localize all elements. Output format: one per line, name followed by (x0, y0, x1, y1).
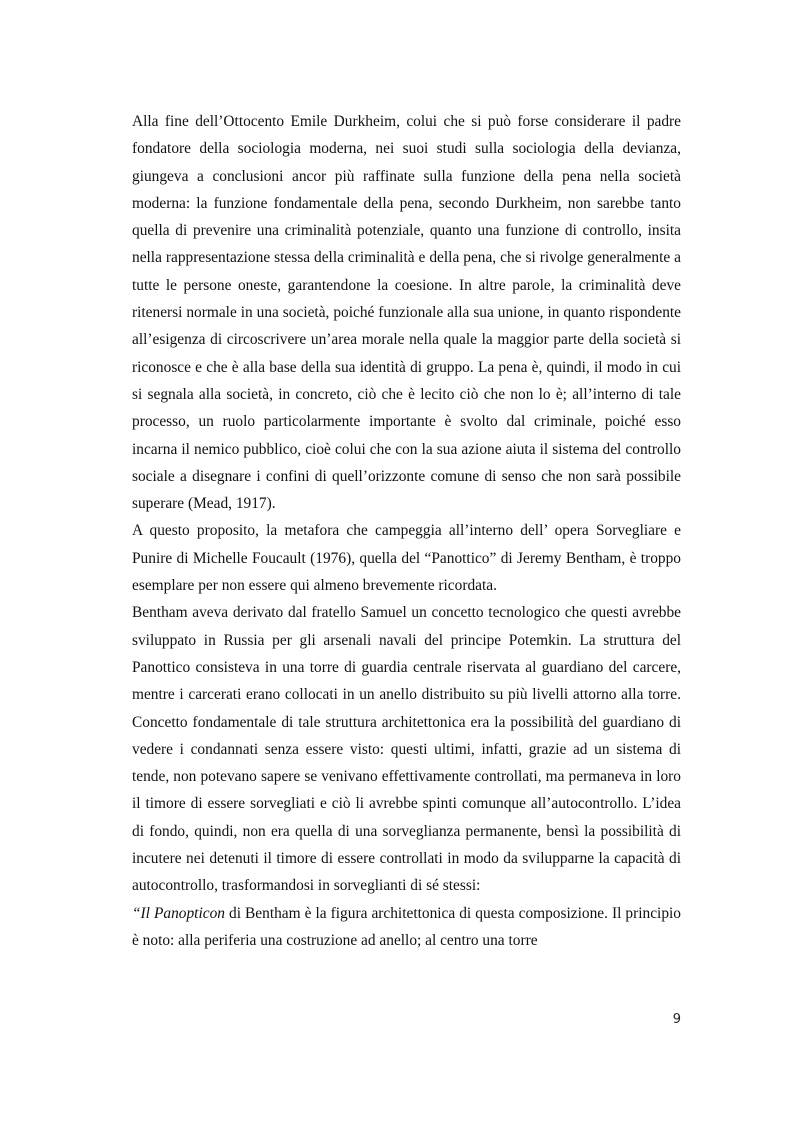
quote-italic-start: “Il Panopticon (132, 904, 225, 922)
paragraph-foucault: A questo proposito, la metafora che campeggia all’interno dell’ opera Sorvegliare e Punire di Michelle Foucault (1976), quella del “Panottico” di Jeremy Bentham, è troppo esemplare per non essere qui almeno brevemente ricordata. (132, 522, 681, 595)
paragraph-bentham: Bentham aveva derivato dal fratello Samuel un concetto tecnologico che questi avrebbe sviluppato in Russia per gli arsenali navali del principe Potemkin. La struttura del Panottico consisteva in una torre di guardia centrale riservata al guardiano del carcere, mentre i carcerati erano collocati in un anello distribuito su più livelli attorno alla torre. Concetto fondamentale di tale struttura architettonica era la possibilità del guardiano di vedere i condannati senza essere visto: questi ultimi, infatti, grazie ad un sistema di tende, non potevano sapere se venivano effettivamente controllati, ma permaneva in loro il timore di essere sorvegliati e ciò li avrebbe spinti comunque all’autocontrollo. L’idea di fondo, quindi, non era quella di una sorveglianza permanente, bensì la possibilità di incutere nei detenuti il timore di essere controllati in modo da svilupparne la capacità di autocontrollo, trasformandosi in sorveglianti di sé stessi: (132, 604, 681, 895)
paragraph-durkheim: Alla fine dell’Ottocento Emile Durkheim, colui che si può forse considerare il padre fondatore della sociologia moderna, nei suoi studi sulla sociologia della devianza, giungeva a conclusioni ancor più raffinate sulla funzione della pena nella società moderna: la funzione fondamentale della pena, secondo Durkheim, non sarebbe tanto quella di prevenire una criminalità potenziale, quanto una funzione di controllo, insita nella rappresentazione stessa della criminalità e della pena, che si rivolge generalmente a tutte le persone oneste, garantendone la coesione. In altre parole, la criminalità deve ritenersi normale in una società, poiché funzionale alla sua unione, in quanto rispondente all’esigenza di circoscrivere un’area morale nella quale la maggior parte della società si riconosce e che è alla base della sua identità di gruppo. La pena è, quindi, il modo in cui si segnala alla società, in concreto, ciò che è lecito ciò che non lo è; all’interno di tale processo, un ruolo particolarmente importante è svolto dal criminale, poiché esso incarna il nemico pubblico, cioè colui che con la sua azione aiuta il sistema del controllo sociale a disegnare i confini di quell’orizzonte comune di senso che non sarà possibile superare (Mead, 1917). (132, 113, 681, 513)
page-number: 9 (672, 1012, 681, 1027)
quote-text: di Bentham è la figura architettonica di questa composizione. Il principio è noto: alla periferia una costruzione ad anello; al centro una torre (132, 904, 681, 949)
quote-panopticon (132, 900, 681, 955)
document-page (132, 108, 681, 954)
